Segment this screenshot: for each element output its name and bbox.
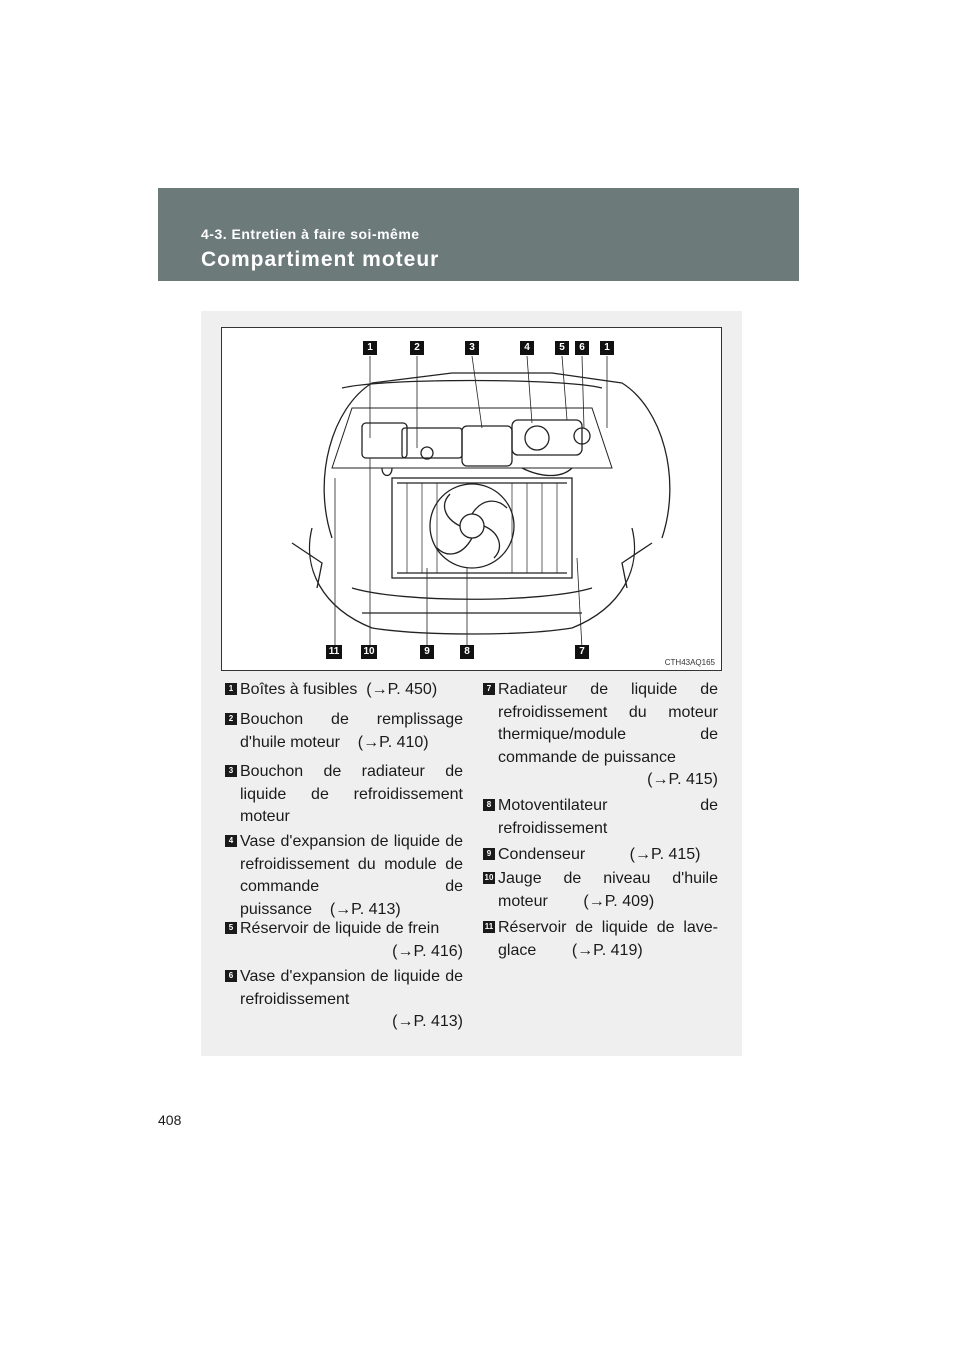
- legend-ref: (→P. 413): [392, 1013, 463, 1030]
- legend-ref: (→P. 450): [366, 681, 438, 698]
- legend-item-6: [225, 966, 463, 1036]
- legend-ref: (→P. 419): [571, 941, 643, 959]
- legend-ref: (→P. 410): [357, 733, 429, 751]
- legend-item-11: [483, 917, 718, 965]
- callout-10: 10: [361, 645, 377, 659]
- legend-item-7: [483, 679, 718, 789]
- callout-5: 5: [555, 341, 569, 355]
- legend-text: Radiateur de liquide de refroidissement du moteur thermique/module de commande de puissance: [498, 681, 718, 766]
- callout-9: 9: [420, 645, 434, 659]
- legend-text: Condenseur: [498, 846, 586, 863]
- legend-text: Bouchon de radiateur de liquide de refroidissement moteur: [240, 763, 463, 825]
- callout-3: 3: [465, 341, 479, 355]
- legend-ref: (→P. 415): [647, 771, 718, 788]
- callout-1b: 1: [600, 341, 614, 355]
- legend-badge: 10: [484, 873, 494, 882]
- legend-badge: 5: [225, 922, 237, 934]
- legend-ref: (→P. 413): [329, 900, 401, 918]
- engine-compartment-illustration: [222, 328, 721, 670]
- legend-item-4: [225, 831, 463, 923]
- content-panel: [201, 311, 742, 1056]
- legend-ref: (→P. 416): [392, 942, 463, 960]
- legend-text: Motoventilateur de refroidissement: [498, 797, 718, 837]
- legend-badge: 4: [225, 835, 237, 847]
- legend-text: Jauge de niveau d'huile moteur: [498, 870, 718, 910]
- callout-2: 2: [410, 341, 424, 355]
- callout-4: 4: [520, 341, 534, 355]
- legend-text: Bouchon de remplissage d'huile moteur: [240, 711, 463, 751]
- legend-text: Vase d'expansion de liquide de refroidissement du module de commande de puissance: [240, 833, 463, 918]
- legend-text: Réservoir de liquide de frein: [240, 920, 440, 937]
- legend-item-2: [225, 709, 463, 757]
- page-title: Compartiment moteur: [201, 248, 440, 271]
- legend-item-10: [483, 868, 718, 916]
- legend-badge: 6: [225, 970, 237, 982]
- legend-ref: (→P. 409): [583, 892, 655, 910]
- legend-item-9: [483, 844, 718, 868]
- legend-badge: 3: [225, 765, 237, 777]
- legend-text: Boîtes à fusibles: [240, 681, 358, 698]
- legend-item-8: [483, 795, 718, 843]
- figure-id: CTH43AQ165: [664, 658, 715, 667]
- legend-badge: 7: [483, 683, 495, 695]
- page-number: 408: [158, 1112, 182, 1128]
- legend-ref: (→P. 415): [629, 846, 701, 863]
- callout-6: 6: [575, 341, 589, 355]
- legend-badge: 8: [483, 799, 495, 811]
- callout-11: 11: [326, 645, 342, 659]
- legend-badge: 11: [484, 922, 494, 931]
- engine-figure: [221, 327, 722, 671]
- callout-7: 7: [575, 645, 589, 659]
- callout-1a: 1: [363, 341, 377, 355]
- legend-item-1: [225, 679, 463, 703]
- section-header: [158, 188, 799, 281]
- callout-8: 8: [460, 645, 474, 659]
- legend-badge: 2: [225, 713, 237, 725]
- legend-text: Réservoir de liquide de lave-glace: [498, 919, 718, 959]
- legend-item-3: [225, 761, 463, 831]
- legend-badge: 1: [225, 683, 237, 695]
- section-label: 4-3. Entretien à faire soi-même: [201, 226, 420, 242]
- legend-badge: 9: [483, 848, 495, 860]
- legend-item-5: [225, 918, 463, 966]
- legend-text: Vase d'expansion de liquide de refroidissement: [240, 968, 463, 1008]
